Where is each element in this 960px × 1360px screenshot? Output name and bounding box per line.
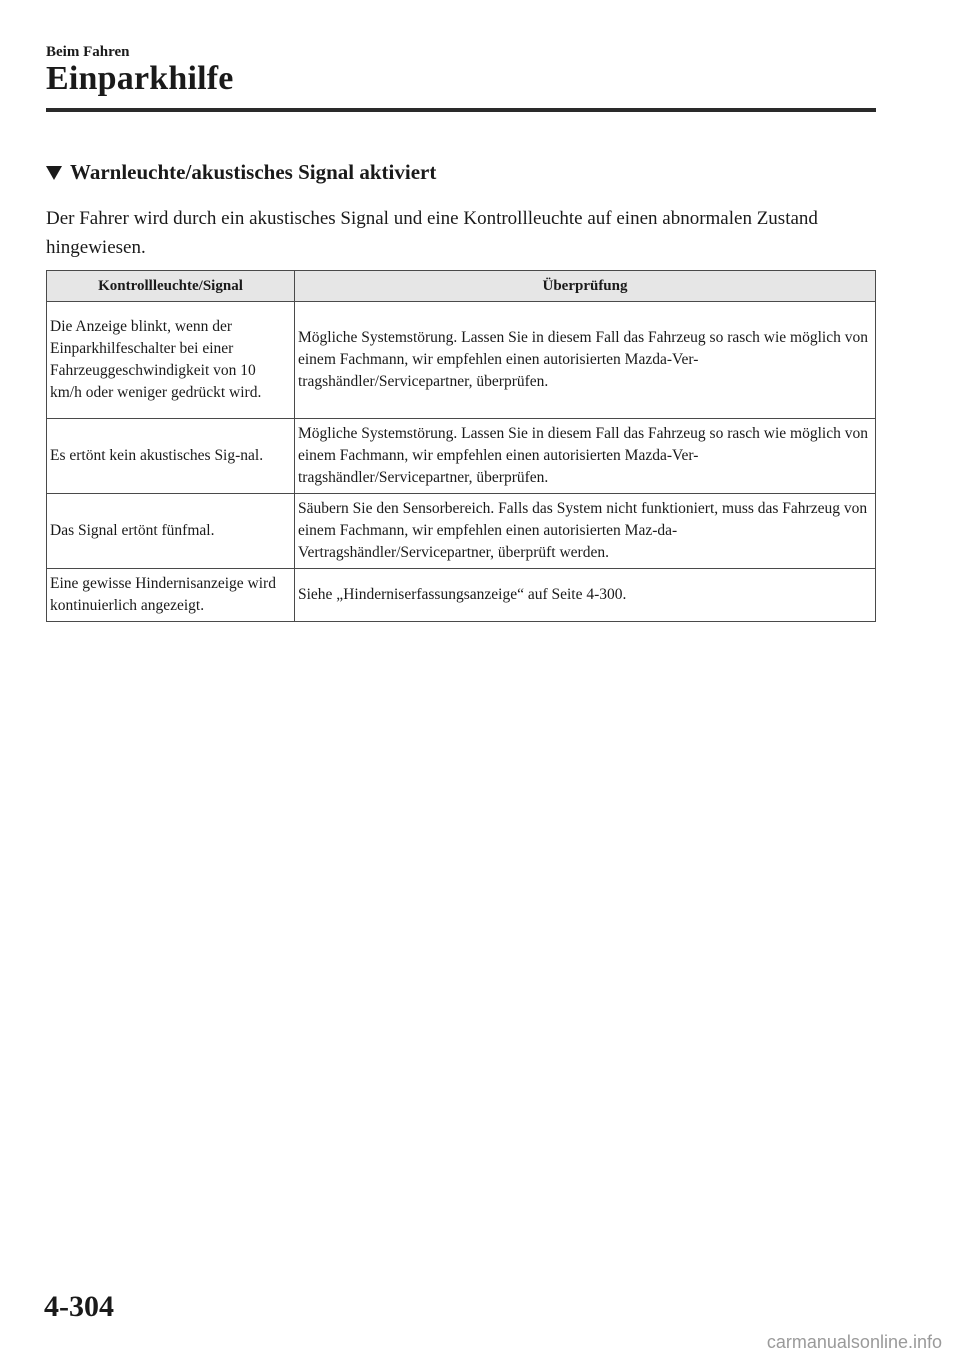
table-header-row	[47, 271, 876, 302]
table-row	[47, 302, 876, 419]
column-header-check: Überprüfung	[295, 271, 876, 302]
signal-cell: Es ertönt kein akustisches Sig-nal.	[47, 419, 295, 494]
intro-paragraph: Der Fahrer wird durch ein akustisches Signal und eine Kontrollleuchte auf einen abnormalen Zustand hingewiesen.	[46, 208, 818, 258]
page-title: Einparkhilfe	[46, 60, 234, 97]
table-row	[47, 569, 876, 622]
signal-cell: Das Signal ertönt fünfmal.	[47, 494, 295, 569]
watermark-text: carmanualsonline.info	[766, 1332, 942, 1352]
header-rule	[46, 108, 876, 112]
section-heading	[46, 160, 436, 185]
check-cell: Säubern Sie den Sensorbereich. Falls das System nicht funktioniert, muss das Fahrzeug von einem Fachmann, wir empfehlen einen autorisierten Maz-da-Vertragshändler/Servicepartner, überprüft werden.	[295, 494, 876, 569]
check-cell: Mögliche Systemstörung. Lassen Sie in diesem Fall das Fahrzeug so rasch wie möglich von einem Fachmann, wir empfehlen einen autorisierten Mazda-Ver-tragshändler/Servicepartner, überprüfen.	[295, 302, 876, 419]
check-cell: Mögliche Systemstörung. Lassen Sie in diesem Fall das Fahrzeug so rasch wie möglich von einem Fachmann, wir empfehlen einen autorisierten Mazda-Ver-tragshändler/Servicepartner, überprüfen.	[295, 419, 876, 494]
signal-cell: Die Anzeige blinkt, wenn der Einparkhilfeschalter bei einer Fahrzeuggeschwindigkeit von 10 km/h oder weniger gedrückt wird.	[47, 302, 295, 419]
warning-table	[46, 270, 876, 622]
page-number: 4-304	[44, 1290, 114, 1323]
table-row	[47, 494, 876, 569]
triangle-down-icon	[46, 166, 62, 180]
chapter-label: Beim Fahren	[46, 44, 130, 60]
signal-cell: Eine gewisse Hindernisanzeige wird kontinuierlich angezeigt.	[47, 569, 295, 622]
column-header-signal: Kontrollleuchte/Signal	[47, 271, 295, 302]
section-heading-text: Warnleuchte/akustisches Signal aktiviert	[70, 160, 437, 184]
check-cell: Siehe „Hinderniserfassungsanzeige“ auf Seite 4-300.	[295, 569, 876, 622]
table-row	[47, 419, 876, 494]
